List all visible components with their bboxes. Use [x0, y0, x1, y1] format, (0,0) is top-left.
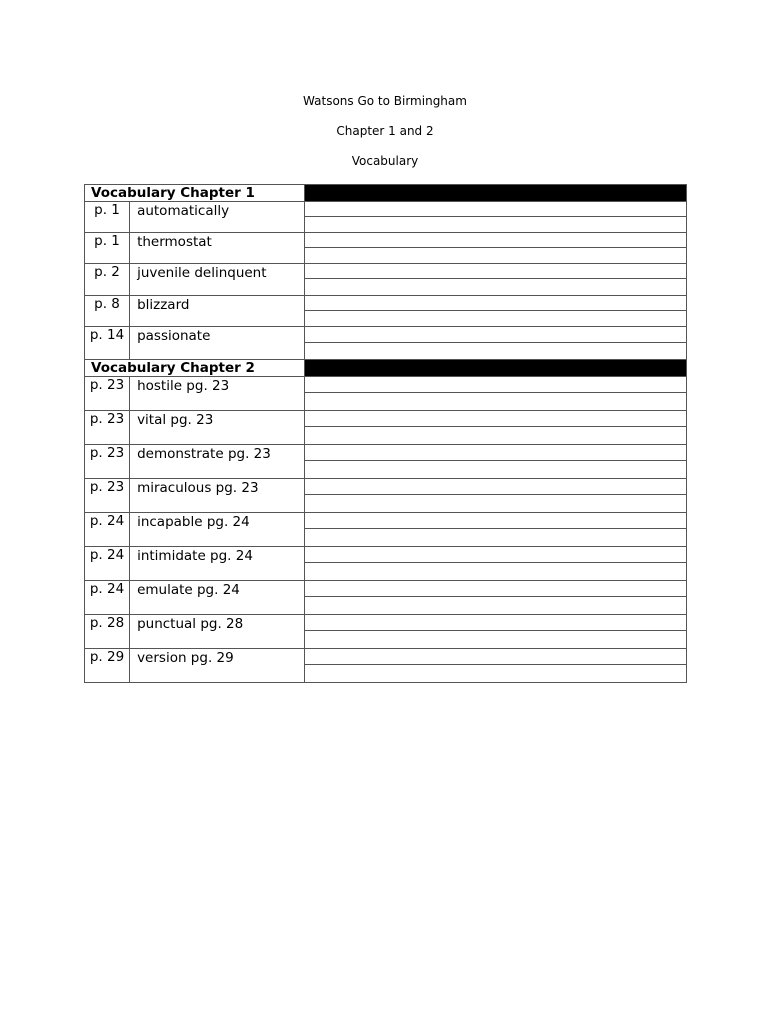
definition-line[interactable]	[305, 202, 686, 217]
table-row	[85, 513, 687, 547]
definition-cell[interactable]	[305, 547, 687, 581]
vocabulary-word: passionate	[130, 327, 305, 360]
vocabulary-word: demonstrate pg. 23	[130, 445, 305, 479]
definition-line[interactable]	[305, 427, 686, 444]
definition-line[interactable]	[305, 296, 686, 311]
vocabulary-table-body	[85, 185, 687, 683]
vocabulary-word: vital pg. 23	[130, 411, 305, 445]
definition-line[interactable]	[305, 631, 686, 648]
page-reference: p. 1	[85, 202, 130, 233]
section-header-bar	[305, 185, 687, 202]
definition-cell[interactable]	[305, 377, 687, 411]
vocabulary-word: thermostat	[130, 233, 305, 264]
definition-line[interactable]	[305, 279, 686, 295]
table-row	[85, 327, 687, 360]
table-row	[85, 377, 687, 411]
definition-line[interactable]	[305, 311, 686, 326]
definition-cell[interactable]	[305, 479, 687, 513]
section-header-chapter-1	[85, 185, 687, 202]
vocabulary-word: intimidate pg. 24	[130, 547, 305, 581]
section-header-chapter-2	[85, 360, 687, 377]
table-row	[85, 233, 687, 264]
page-reference: p. 24	[85, 513, 130, 547]
vocabulary-word: version pg. 29	[130, 649, 305, 683]
definition-cell[interactable]	[305, 649, 687, 683]
page-reference: p. 14	[85, 327, 130, 360]
definition-line[interactable]	[305, 411, 686, 427]
vocabulary-word: juvenile delinquent	[130, 264, 305, 296]
section-title: Vocabulary Chapter 1	[85, 185, 305, 202]
vocabulary-word: blizzard	[130, 296, 305, 327]
page-reference: p. 24	[85, 581, 130, 615]
table-row	[85, 411, 687, 445]
definition-line[interactable]	[305, 547, 686, 563]
section-title: Vocabulary Chapter 2	[85, 360, 305, 377]
definition-cell[interactable]	[305, 202, 687, 233]
definition-line[interactable]	[305, 649, 686, 665]
vocabulary-word: punctual pg. 28	[130, 615, 305, 649]
definition-cell[interactable]	[305, 581, 687, 615]
definition-line[interactable]	[305, 393, 686, 410]
document-heading: Vocabulary	[351, 154, 419, 168]
definition-line[interactable]	[305, 377, 686, 393]
definition-line[interactable]	[305, 327, 686, 343]
vocabulary-word: hostile pg. 23	[130, 377, 305, 411]
definition-line[interactable]	[305, 529, 686, 546]
table-row	[85, 615, 687, 649]
table-row	[85, 445, 687, 479]
page-reference: p. 28	[85, 615, 130, 649]
definition-cell[interactable]	[305, 264, 687, 296]
table-row	[85, 479, 687, 513]
page-reference: p. 23	[85, 445, 130, 479]
definition-line[interactable]	[305, 513, 686, 529]
definition-cell[interactable]	[305, 296, 687, 327]
vocabulary-word: emulate pg. 24	[130, 581, 305, 615]
definition-line[interactable]	[305, 615, 686, 631]
page-reference: p. 29	[85, 649, 130, 683]
table-row	[85, 264, 687, 296]
table-row	[85, 202, 687, 233]
table-row	[85, 296, 687, 327]
page-reference: p. 23	[85, 411, 130, 445]
definition-line[interactable]	[305, 343, 686, 359]
definition-line[interactable]	[305, 597, 686, 614]
definition-line[interactable]	[305, 233, 686, 248]
definition-cell[interactable]	[305, 327, 687, 360]
page-reference: p. 23	[85, 377, 130, 411]
table-row	[85, 649, 687, 683]
section-header-bar	[305, 360, 687, 377]
page-reference: p. 8	[85, 296, 130, 327]
vocabulary-table	[84, 184, 687, 683]
table-row	[85, 581, 687, 615]
vocabulary-word: incapable pg. 24	[130, 513, 305, 547]
page-reference: p. 23	[85, 479, 130, 513]
definition-cell[interactable]	[305, 615, 687, 649]
page-reference: p. 2	[85, 264, 130, 296]
definition-line[interactable]	[305, 581, 686, 597]
definition-cell[interactable]	[305, 513, 687, 547]
definition-cell[interactable]	[305, 445, 687, 479]
definition-line[interactable]	[305, 479, 686, 495]
definition-line[interactable]	[305, 248, 686, 263]
definition-line[interactable]	[305, 495, 686, 512]
definition-line[interactable]	[305, 217, 686, 232]
definition-cell[interactable]	[305, 411, 687, 445]
page-reference: p. 1	[85, 233, 130, 264]
definition-line[interactable]	[305, 445, 686, 461]
document-title: Watsons Go to Birmingham	[303, 94, 467, 108]
definition-line[interactable]	[305, 264, 686, 279]
document-subtitle: Chapter 1 and 2	[336, 124, 434, 138]
definition-line[interactable]	[305, 461, 686, 478]
table-row	[85, 547, 687, 581]
definition-line[interactable]	[305, 563, 686, 580]
vocabulary-word: miraculous pg. 23	[130, 479, 305, 513]
definition-cell[interactable]	[305, 233, 687, 264]
vocabulary-word: automatically	[130, 202, 305, 233]
definition-line[interactable]	[305, 665, 686, 682]
page-reference: p. 24	[85, 547, 130, 581]
